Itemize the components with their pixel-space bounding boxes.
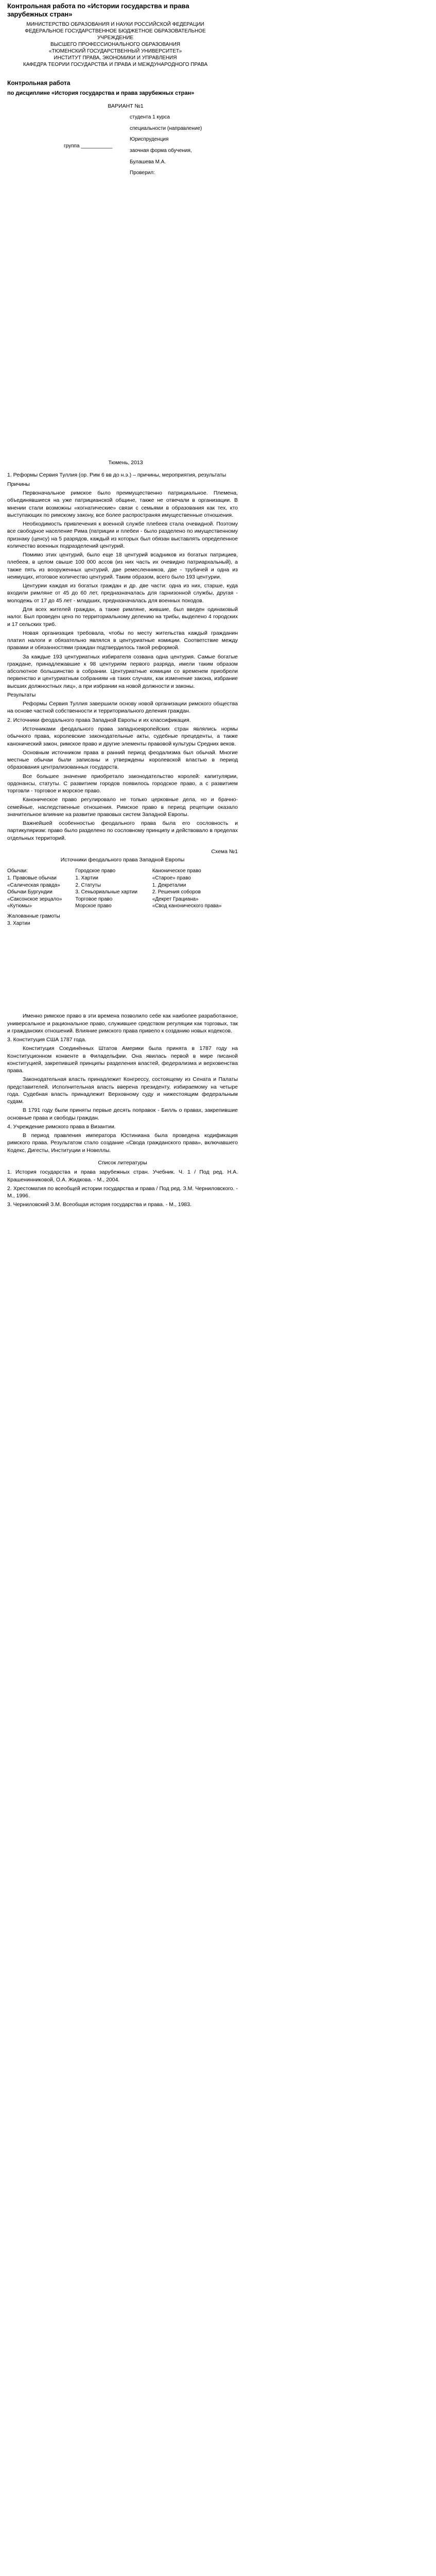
- page-title: Контрольная работа по «Истории государства и права зарубежных стран»: [7, 2, 189, 18]
- paragraph: Новая организация требовала, чтобы по месту жительства каждый гражданин платил налоги и обязательно являлся в центуриатные комиции. Соответствие между правами и обязанностями граждан подтвердилось такой реформой.: [7, 630, 238, 651]
- scheme-caption: Источники феодального права Западной Европы: [60, 857, 185, 863]
- group-label: группа ___________: [64, 143, 113, 149]
- work-heading: Контрольная работа: [7, 79, 71, 87]
- scheme-column: [7, 868, 75, 913]
- paragraph: Первоначальное римское было преимущественно патрициальное. Племена, объединявшиеся на уже патрицианской общине, также не отвечали в организации. В мнении стали возможны «когнатические» связи с семьями в образования как тех, кто выступающих по римскому закону, все более распространяя имущественные отношения.: [7, 490, 238, 518]
- scheme-item: 1. Правовые обычаи: [7, 875, 57, 882]
- scheme-item: 1. Хартии: [75, 875, 98, 882]
- scheme-item: Обычаи Бургундии: [7, 889, 53, 895]
- city-year: Тюмень, 2013: [108, 460, 143, 466]
- scheme-item: «Салическая правда»: [7, 882, 60, 888]
- scheme-item: 3. Хартии: [7, 920, 30, 926]
- scheme-column-title: Обычаи:: [7, 868, 28, 874]
- institution-line: КАФЕДРА ТЕОРИИ ГОСУДАРСТВА И ПРАВА И МЕЖДУНАРОДНОГО ПРАВА: [23, 62, 208, 68]
- question-heading: 1. Реформы Сервия Туллия (ор. Рим 6 вв до н.э.) – причины, мероприятия, результаты: [7, 472, 226, 479]
- scheme-item: Жалованные грамоты: [7, 913, 60, 920]
- section-label: Результаты: [7, 691, 36, 698]
- literature-item: 3. Черниловский З.М. Всеобщая история государства и права. - М., 1983.: [7, 1201, 192, 1208]
- scheme-item: «Саксонское зерцало»: [7, 896, 62, 902]
- scheme-column-title: Каноническое право: [152, 868, 201, 874]
- student-info: [7, 114, 244, 191]
- paragraph: Необходимость привлечения к военной службе плебеев стала очевидной. Поэтому все свободное население Рима (патриции и плебеи - было разделено по имущественному признаку (ценсу) на 5 разрядов, каждый из которых был обязан выставлять определенное количество военных подразделений центурий.: [7, 521, 238, 549]
- student-info-right: [130, 114, 243, 181]
- institution-line: ИНСТИТУТ ПРАВА, ЭКОНОМИКИ И УПРАВЛЕНИЯ: [54, 55, 177, 61]
- scheme-column: [75, 868, 152, 913]
- body-text-2: [7, 1012, 429, 1154]
- institution-line: ФЕДЕРАЛЬНОЕ ГОСУДАРСТВЕННОЕ БЮДЖЕТНОЕ ОБРАЗОВАТЕЛЬНОЕ УЧРЕЖДЕНИЕ: [25, 28, 206, 41]
- paragraph: Именно римское право в эти времена позволило себе как наиболее разработанное, универсальное и рациональное право, служившее средством регуляции как торговых, так и гражданских отношений. Влияние римского права привело к созданию новых кодексов.: [7, 1013, 238, 1034]
- literature-item: 1. История государства и права зарубежных стран. Учебник. Ч. 1 / Под ред. Н.А. Крашенинниковой, О.А. Жидкова. - М., 2004.: [7, 1169, 238, 1183]
- scheme-column: [152, 868, 238, 913]
- paragraph: Помимо этих центурий, было еще 18 центурий всадников из богатых патрициев, плебеев, в целом свыше 100 000 ассов (из них часть их очевидно патриархальный), а также пять из вооруженных центурий, две ремесленников, две - трубачей и одна из неимущих, итоговое количество центурий. Таким образом, всего было 193 центурии.: [7, 552, 238, 580]
- question-heading: 2. Источники феодального права Западной Европы и их классификация.: [7, 717, 191, 723]
- scheme-column-title: Городское право: [75, 868, 116, 874]
- scheme-table: [7, 868, 238, 930]
- scheme-item: «Старое» право: [152, 875, 191, 882]
- question-heading: 3. Конституция США 1787 года.: [7, 1037, 86, 1043]
- paragraph: В 1791 году были приняты первые десять поправок - Билль о правах, закрепившие основные права и свободы граждан.: [7, 1107, 238, 1121]
- paragraph: Центурии каждая из богатых граждан и др. две части: одна из них, старше, куда входили римляне от 45 до 60 лет, предназначалась для гарнизонной службы, другая - молодежь от 17 до 45 лет - младших, предназначалась для военных походов.: [7, 583, 238, 604]
- scheme-item: 2. Решения соборов: [152, 889, 201, 895]
- paragraph: В период правления императора Юстиниана была проведена кодификация римского права. Результатом стало создание «Свода гражданского права», включавшего Кодекс, Дигесты, Институции и Новеллы.: [7, 1132, 238, 1154]
- student-name: Булашева М.А.: [130, 159, 166, 165]
- variant-label: ВАРИАНТ №1: [108, 103, 144, 109]
- paragraph: Реформы Сервия Туллия завершили основу новой организации римского общества на основе частной собственности и территориального деления граждан.: [7, 701, 238, 715]
- paragraph: Законодательная власть принадлежит Конгрессу, состоящему из Сената и Палаты представителей. Исполнительная власть вверена президенту, избираемому на четыре года. Судебная власть принадлежит Верховному суду и нижестоящим федеральным судам.: [7, 1076, 238, 1105]
- paragraph: Важнейшей особенностью феодального права была его сословность и партикуляризм: право было разделено по сословному принципу и действовало в пределах отдельных территорий.: [7, 820, 238, 841]
- scheme-label: Схема №1: [211, 848, 238, 855]
- student-line: заочная форма обучения,: [130, 147, 192, 154]
- body-text: [7, 471, 429, 841]
- institution-line: «ТЮМЕНСКИЙ ГОСУДАРСТВЕННЫЙ УНИВЕРСИТЕТ»: [48, 48, 182, 55]
- question-heading: 4. Учреждение римского права в Византии.: [7, 1123, 116, 1130]
- scheme-item: Морское право: [75, 903, 112, 909]
- institution-block: [7, 21, 223, 68]
- student-line: специальности (направление): [130, 125, 202, 131]
- student-line: Юриспруденция: [130, 137, 169, 143]
- checked-by: Проверил:: [130, 170, 155, 176]
- scheme-item: «Декрет Грациана»: [152, 896, 199, 902]
- document: [0, 0, 436, 1209]
- institution-line: ВЫСШЕГО ПРОФЕССИОНАЛЬНОГО ОБРАЗОВАНИЯ: [50, 42, 180, 48]
- scheme-item: 3. Сеньориальные хартии: [75, 889, 137, 895]
- scheme-item: «Кутюмы»: [7, 903, 32, 909]
- paragraph: Каноническое право регулировало не только церковные дела, но и брачно-семейные, наследственные отношения. Римское право в период рецепции оказало значительное влияние на развитие правовых систем Западной Европы.: [7, 796, 238, 818]
- work-subheading: по дисциплине «История государства и права зарубежных стран»: [7, 90, 195, 97]
- scheme-item: 1. Декреталии: [152, 882, 186, 888]
- paragraph: За каждые 193 центуриатных избирателя созвана одна центурия. Самые богатые граждане, принадлежавшие к 98 центуриям первого разряда, имели таким образом абсолютное большинство в собрании. Центуриатные комиции со временем приобрели первенство и центуриатным собраниям «в таких случаях, как изменение закона, избрание высших должностных лиц», а при избрании на новой должности и законы.: [7, 653, 238, 689]
- literature-title: Список литературы: [98, 1160, 147, 1166]
- literature-item: 2. Хрестоматия по всеобщей истории государства и права / Под ред. З.М. Черниловского. - М., 1996.: [7, 1185, 238, 1199]
- paragraph: Конституция Соединённых Штатов Америки была принята в 1787 году на Конституционном конвенте в Филадельфии. Она явилась первой в мире писаной конституцией, закрепившей принципы разделения властей, федерализма и верховенства права.: [7, 1045, 238, 1074]
- paragraph: Основным источником права в ранний период феодализма был обычай. Многие местные обычаи были записаны и утверждены королевской властью в период образования централизованных государств.: [7, 749, 238, 771]
- scheme-item: 2. Статуты: [75, 882, 101, 888]
- scheme-bottom: [7, 913, 75, 930]
- institution-line: МИНИСТЕРСТВО ОБРАЗОВАНИЯ И НАУКИ РОССИЙСКОЙ ФЕДЕРАЦИИ: [26, 22, 204, 28]
- section-label: Причины: [7, 481, 30, 487]
- scheme-item: «Свод канонического права»: [152, 903, 222, 909]
- literature-list: [7, 1168, 429, 1208]
- student-line: студента 1 курса: [130, 114, 170, 121]
- scheme-item: Торговое право: [75, 896, 113, 902]
- paragraph: Источниками феодального права западноевропейских стран являлись нормы обычного права, королевские законодательные акты, судебные прецеденты, а также канонический закон, римское право и другие элементы правовой культуры Средних веков.: [7, 725, 238, 747]
- paragraph: Все большее значение приобретало законодательство королей: капитулярии, ордонансы, статуты. С развитием городов появилось городское право, а с развитием торговли - торговое и морское право.: [7, 773, 238, 794]
- paragraph: Для всех жителей граждан, а также римляне, жившие, был введен одинаковый налог. Был проведен ценз по территориальному делению на трибы, выделено 4 городских и 17 сельских триб.: [7, 606, 238, 628]
